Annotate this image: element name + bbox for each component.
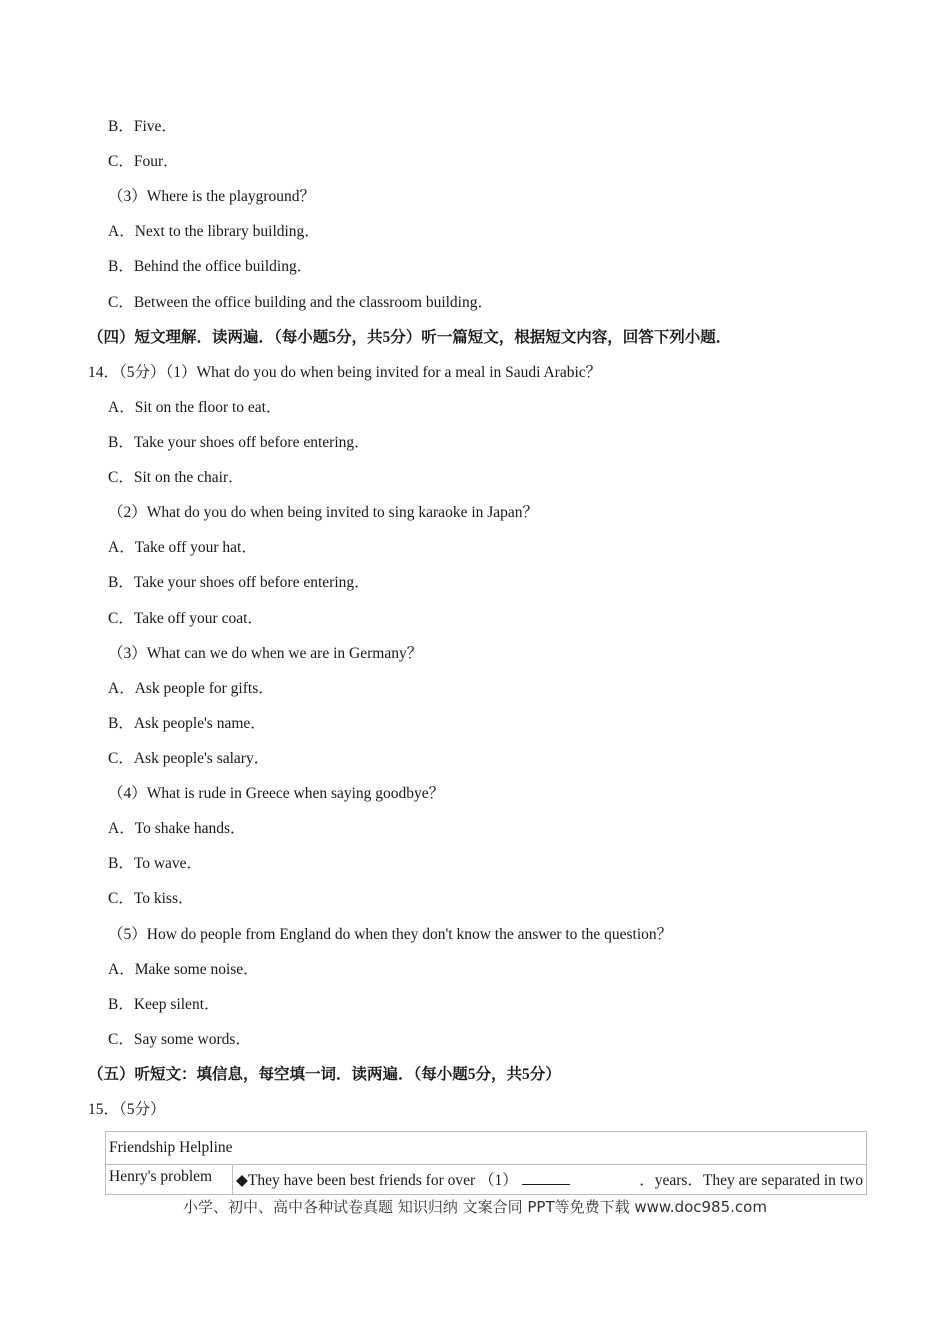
q14-sub4-option-a: A．To shake hands．	[108, 820, 246, 837]
q14-sub1-option-b: B．Take your shoes off before entering．	[108, 434, 370, 451]
q14-sub1-question: （1）What do you do when being invited for a meal in Saudi Arabic？	[165, 364, 602, 381]
answer-blank-1[interactable]	[522, 1170, 570, 1185]
section4-heading: （四）短文理解．读两遍．（每小题5分，共5分）听一篇短文，根据短文内容，回答下列小题．	[88, 329, 732, 346]
row-text-end: ．years．They are separated in two	[639, 1172, 863, 1189]
row-label: Henry's problem	[106, 1165, 233, 1195]
page-footer: 小学、初中、高中各种试卷真题 知识归纳 文案合同 PPT等免费下载 www.doc985.com	[183, 1198, 767, 1216]
q14-sub5-option-a: A．Make some noise．	[108, 961, 259, 978]
table-title: Friendship Helpline	[106, 1132, 867, 1165]
q14-sub3-option-a: A．Ask people for gifts．	[108, 680, 274, 697]
q14-sub3-question: （3）What can we do when we are in Germany？	[108, 645, 423, 662]
q14-number: 14．（5分）	[88, 364, 166, 381]
q14-sub4-option-c: C．To kiss．	[108, 890, 194, 907]
q13-sub3-option-c: C．Between the office building and the classroom building．	[108, 294, 493, 311]
q14-sub3-option-b: B．Ask people's name．	[108, 715, 266, 732]
q14-sub1-option-c: C．Sit on the chair．	[108, 469, 244, 486]
q14-sub2-option-a: A．Take off your hat．	[108, 539, 257, 556]
q14-sub2-option-c: C．Take off your coat．	[108, 610, 263, 627]
q14-sub5-option-b: B．Keep silent．	[108, 996, 220, 1013]
q14-sub5-option-c: C．Say some words．	[108, 1031, 251, 1048]
q13-option-b: B．Five．	[108, 118, 177, 135]
row-text-start: ◆They have been best friends for over （1）	[236, 1172, 518, 1189]
q13-sub3-option-b: B．Behind the office building．	[108, 258, 313, 275]
table-title-row	[106, 1132, 867, 1165]
row-content	[233, 1165, 867, 1195]
q14-sub2-question: （2）What do you do when being invited to sing karaoke in Japan？	[108, 504, 539, 521]
q14-sub1-option-a: A．Sit on the floor to eat．	[108, 399, 282, 416]
friendship-helpline-table	[105, 1131, 867, 1195]
q15-number: 15．（5分）	[88, 1101, 166, 1118]
q14-sub5-question: （5）How do people from England do when they don't know the answer to the question？	[108, 926, 673, 943]
q13-sub3-question: （3）Where is the playground？	[108, 188, 316, 205]
q14-header	[88, 363, 601, 383]
q13-option-c: C．Four．	[108, 153, 179, 170]
q13-sub3-option-a: A．Next to the library building．	[108, 223, 320, 240]
q14-sub4-option-b: B．To wave．	[108, 855, 203, 872]
q14-sub4-question: （4）What is rude in Greece when saying goodbye？	[108, 785, 445, 802]
q14-sub2-option-b: B．Take your shoes off before entering．	[108, 574, 370, 591]
q14-sub3-option-c: C．Ask people's salary．	[108, 750, 270, 767]
table-row	[106, 1165, 867, 1195]
section5-heading: （五）听短文：填信息，每空填一词．读两遍．（每小题5分，共5分）	[88, 1066, 561, 1083]
